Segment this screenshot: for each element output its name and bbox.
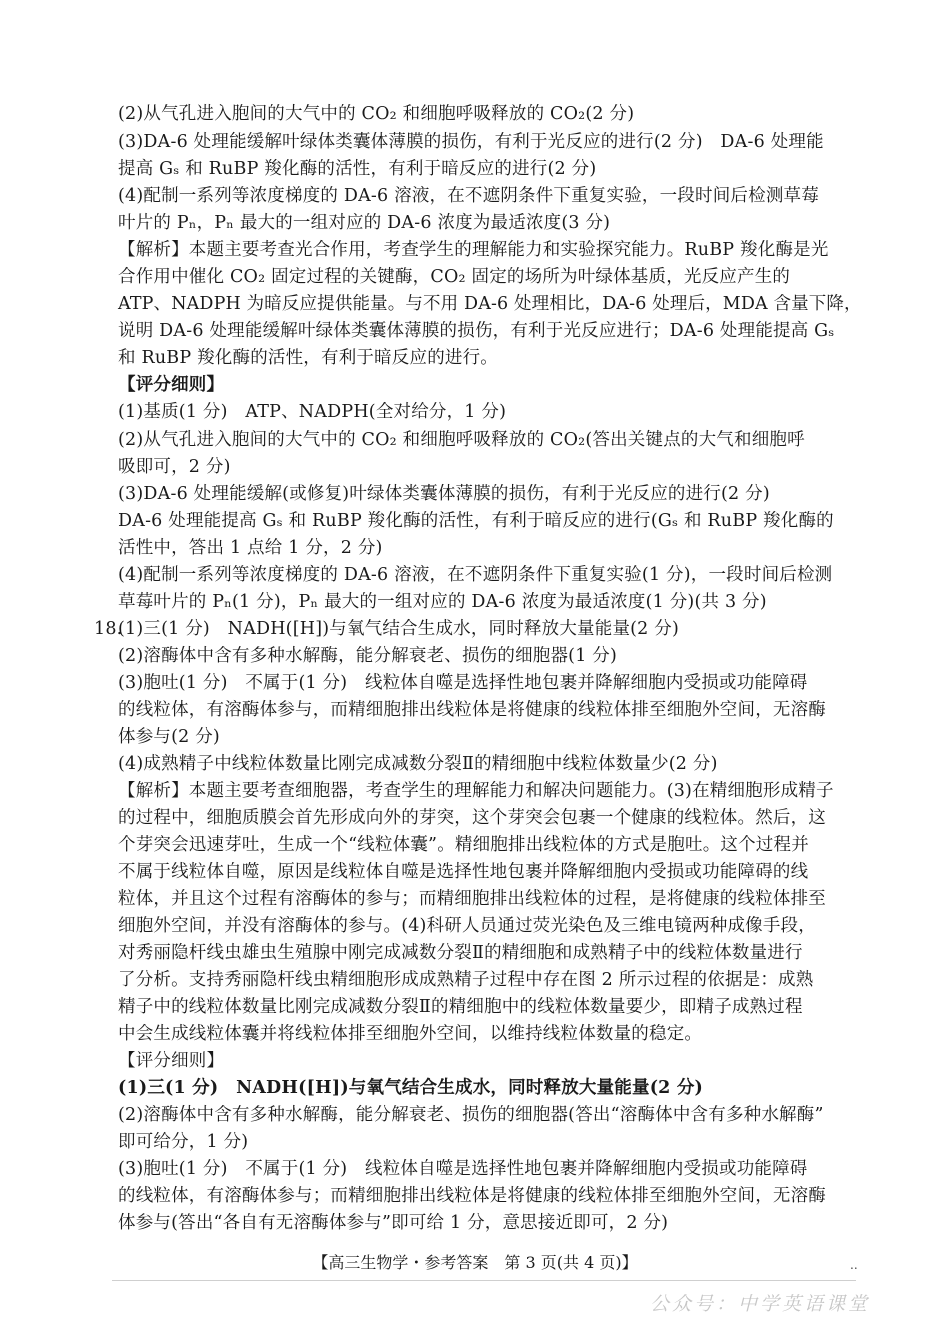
analysis-line: 细胞外空间，并没有溶酶体的参与。(4)科研人员通过荧光染色及三维电镜两种成像手段， bbox=[118, 916, 816, 936]
analysis-line: 【解析】本题主要考查光合作用，考查学生的理解能力和实验探究能力。RuBP 羧化酶是光 bbox=[118, 240, 829, 260]
analysis-line: 和 RuBP 羧化酶的活性，有利于暗反应的进行。 bbox=[118, 348, 499, 368]
analysis-line: 说明 DA-6 处理能缓解叶绿体类囊体薄膜的损伤，有利于光反应进行；DA-6 处理能提高 Gₛ bbox=[118, 321, 835, 341]
scoring-line: 的线粒体，有溶酶体参与；而精细胞排出线粒体是将健康的线粒体排至细胞外空间，无溶酶 bbox=[118, 1186, 826, 1206]
analysis-line: ATP、NADPH 为暗反应提供能量。与不用 DA-6 处理相比，DA-6 处理后，MDA 含量下降， bbox=[118, 294, 862, 314]
scoring-line: (3)DA-6 处理能缓解(或修复)叶绿体类囊体薄膜的损伤，有利于光反应的进行(2 分) bbox=[118, 484, 770, 504]
analysis-line: 粒体，并且这个过程有溶酶体的参与；而精细胞排出线粒体的过程，是将健康的线粒体排至 bbox=[118, 889, 826, 909]
footer-mark: .. bbox=[850, 1258, 858, 1272]
scoring-line: (2)从气孔进入胞间的大气中的 CO₂ 和细胞呼吸释放的 CO₂(答出关键点的大气和细胞呼 bbox=[118, 430, 805, 450]
watermark: 公众号：中学英语课堂 bbox=[650, 1293, 871, 1315]
answer-line: (4)成熟精子中线粒体数量比刚完成减数分裂Ⅱ的精细胞中线粒体数量少(2 分) bbox=[118, 754, 718, 774]
section-heading: 【评分细则】 bbox=[118, 375, 225, 395]
scoring-line: 吸即可，2 分) bbox=[118, 457, 231, 477]
answer-line: 叶片的 Pₙ，Pₙ 最大的一组对应的 DA-6 浓度为最适浓度(3 分) bbox=[118, 213, 611, 233]
answer-line: 体参与(2 分) bbox=[118, 727, 220, 747]
analysis-line: 个芽突会迅速芽吐，生成一个“线粒体囊”。精细胞排出线粒体的方式是胞吐。这个过程并 bbox=[118, 835, 809, 855]
analysis-line: 了分析。支持秀丽隐杆线虫精细胞形成成熟精子过程中存在图 2 所示过程的依据是：成熟 bbox=[118, 970, 814, 990]
page-footer: 【高三生物学・参考答案 第 3 页(共 4 页)】 bbox=[312, 1253, 638, 1272]
question-18-line bbox=[94, 616, 679, 642]
scoring-line: 活性中，答出 1 点给 1 分，2 分) bbox=[118, 538, 383, 558]
footer-divider bbox=[112, 1280, 856, 1281]
scoring-line: (2)溶酶体中含有多种水解酶，能分解衰老、损伤的细胞器(答出“溶酶体中含有多种水解酶” bbox=[118, 1105, 824, 1125]
analysis-line: 合作用中催化 CO₂ 固定过程的关键酶，CO₂ 固定的场所为叶绿体基质，光反应产生的 bbox=[118, 267, 791, 287]
answer-line: (2)从气孔进入胞间的大气中的 CO₂ 和细胞呼吸释放的 CO₂(2 分) bbox=[118, 104, 635, 124]
answer-line: (4)配制一系列等浓度梯度的 DA-6 溶液，在不遮阴条件下重复实验，一段时间后检测草莓 bbox=[118, 186, 819, 206]
scoring-line: 体参与(答出“各自有无溶酶体参与”即可给 1 分，意思接近即可，2 分) bbox=[118, 1213, 669, 1233]
answer-line: 提高 Gₛ 和 RuBP 羧化酶的活性，有利于暗反应的进行(2 分) bbox=[118, 159, 597, 179]
answer-line: (3)胞吐(1 分) 不属于(1 分) 线粒体自噬是选择性地包裹并降解细胞内受损或功能障碍 bbox=[118, 673, 808, 693]
scoring-line: 即可给分，1 分) bbox=[118, 1132, 249, 1152]
answer-line: (2)溶酶体中含有多种水解酶，能分解衰老、损伤的细胞器(1 分) bbox=[118, 646, 618, 666]
analysis-line: 中会生成线粒体囊并将线粒体排至细胞外空间，以维持线粒体数量的稳定。 bbox=[118, 1024, 703, 1044]
section-heading: (1)三(1 分) NADH([H])与氧气结合生成水，同时释放大量能量(2 分) bbox=[118, 1078, 704, 1098]
scoring-line: DA-6 处理能提高 Gₛ 和 RuBP 羧化酶的活性，有利于暗反应的进行(Gₛ 和 RuBP 羧化酶的 bbox=[118, 511, 834, 531]
analysis-line: 的过程中，细胞质膜会首先形成向外的芽突，这个芽突会包裹一个健康的线粒体。然后，这 bbox=[118, 808, 826, 828]
answer-line: (3)DA-6 处理能缓解叶绿体类囊体薄膜的损伤，有利于光反应的进行(2 分) DA-6 处理能 bbox=[118, 132, 824, 152]
scoring-line: (4)配制一系列等浓度梯度的 DA-6 溶液，在不遮阴条件下重复实验(1 分)，一段时间后检测 bbox=[118, 565, 833, 585]
analysis-line: 对秀丽隐杆线虫雄虫生殖腺中刚完成减数分裂Ⅱ的精细胞和成熟精子中的线粒体数量进行 bbox=[118, 943, 803, 963]
answer-line: 的线粒体，有溶酶体参与，而精细胞排出线粒体是将健康的线粒体排至细胞外空间，无溶酶 bbox=[118, 700, 826, 720]
analysis-line: 精子中的线粒体数量比刚完成减数分裂Ⅱ的精细胞中的线粒体数量要少，即精子成熟过程 bbox=[118, 997, 803, 1017]
scoring-line: (3)胞吐(1 分) 不属于(1 分) 线粒体自噬是选择性地包裹并降解细胞内受损或功能障碍 bbox=[118, 1159, 808, 1179]
question-number: 18. bbox=[94, 619, 123, 639]
answer-line: (1)三(1 分) NADH([H])与氧气结合生成水，同时释放大量能量(2 分) bbox=[118, 619, 680, 639]
analysis-line: 【评分细则】 bbox=[118, 1051, 225, 1071]
analysis-line: 【解析】本题主要考查细胞器，考查学生的理解能力和解决问题能力。(3)在精细胞形成精子 bbox=[118, 781, 834, 801]
scoring-line: 草莓叶片的 Pₙ(1 分)，Pₙ 最大的一组对应的 DA-6 浓度为最适浓度(1 分)(共 3 分) bbox=[118, 592, 767, 612]
analysis-line: 不属于线粒体自噬，原因是线粒体自噬是选择性地包裹并降解细胞内受损或功能障碍的线 bbox=[118, 862, 809, 882]
scoring-line: (1)基质(1 分) ATP、NADPH(全对给分，1 分) bbox=[118, 402, 507, 422]
